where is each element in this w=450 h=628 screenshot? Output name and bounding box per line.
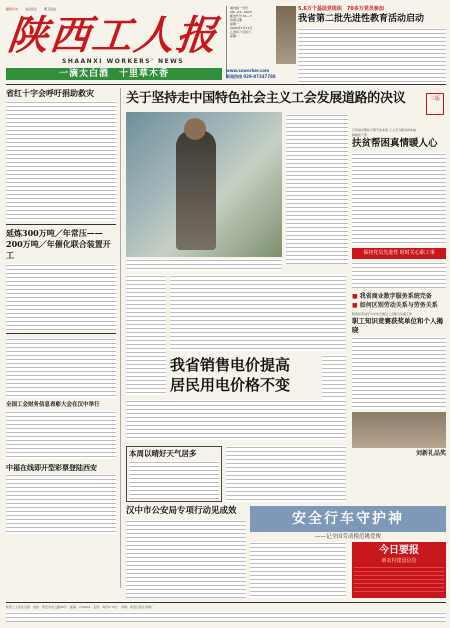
footer-lines bbox=[6, 612, 446, 622]
left-column-divider bbox=[120, 88, 121, 588]
right-mid-promo: 保持党员先进性 时时关心职工事 bbox=[352, 248, 446, 259]
info-line-6: 乙酉年六月初六 bbox=[230, 30, 252, 34]
right-mid-body-2 bbox=[352, 262, 446, 288]
right-top-story bbox=[298, 6, 446, 84]
right-lower-kicker: 陕西省劳动厅与中华全国总工会联合从事工作 bbox=[352, 312, 413, 316]
center-photo bbox=[126, 112, 282, 257]
info-line-0: 国内统一刊号 bbox=[230, 6, 249, 10]
right-mid-kicker: 只有结对帮扶干部不舍本领 工人无分配家庭本地 bbox=[352, 128, 416, 132]
left-body-5 bbox=[6, 474, 116, 534]
bottom-headline-b-banner bbox=[250, 506, 446, 532]
right-mid-list-1 bbox=[352, 292, 446, 301]
list-bullet-1: ■ bbox=[352, 293, 360, 300]
main-headline-tag-text: 三版 bbox=[429, 96, 440, 102]
center-big-headline bbox=[170, 355, 320, 395]
left-column bbox=[6, 88, 116, 534]
list-text-1: 我省商业数字服务系统完备 bbox=[359, 293, 432, 300]
masthead-logo bbox=[5, 12, 223, 59]
ad-sub: 新农村建设信息 bbox=[381, 558, 417, 564]
weather-body bbox=[129, 461, 219, 499]
left-headline-4: 中福在线即开型彩票登陆西安 bbox=[6, 463, 97, 472]
center-big-headline-2: 居民用电价格不变 bbox=[170, 376, 291, 394]
left-rule-1 bbox=[6, 224, 116, 225]
main-headline: 关于坚持走中国特色社会主义工会发展道路的决议 bbox=[126, 91, 406, 106]
bottom-headline-a: 汉中市公安局专项行动见成效 bbox=[126, 506, 237, 516]
bottom-body-b bbox=[250, 542, 346, 598]
ad-box bbox=[352, 542, 446, 598]
slogan-a: 翻阅历史 bbox=[6, 7, 19, 11]
left-headline-1: 省红十字会呼吁捐助救灾 bbox=[6, 88, 94, 98]
photo-face bbox=[184, 118, 206, 140]
masthead-rule bbox=[6, 84, 446, 85]
right-lower-body bbox=[352, 337, 446, 409]
photo-caption bbox=[126, 259, 282, 271]
right-lower-photo bbox=[352, 412, 446, 448]
left-body-3 bbox=[6, 338, 116, 398]
center-right-body bbox=[286, 114, 348, 264]
center-bottom-body bbox=[226, 446, 346, 502]
website-link[interactable]: www.sxworker.com bbox=[226, 68, 270, 73]
info-line-5: 2005年7月11日 bbox=[230, 26, 253, 30]
bottom-headline-b: 安全行车守护神 bbox=[292, 511, 404, 527]
right-top-kicker: 5.6万个基层党组织 70多万党员参加 bbox=[298, 6, 384, 12]
center-mid-body bbox=[170, 275, 346, 351]
left-body-1 bbox=[6, 101, 116, 221]
info-line-7: 星期一 bbox=[230, 34, 240, 38]
list-text-2: 如何区别劳动关系与劳务关系 bbox=[359, 302, 438, 309]
center-left-body bbox=[126, 275, 166, 395]
left-body-2 bbox=[6, 264, 116, 330]
slogan-c: 理卫权益 bbox=[43, 7, 56, 11]
footer-text: 陕西工人报社出版 地址：西安市东五路26号 邮编：710004 定价：每份0.70元 印刷：陕西日报社印刷厂 bbox=[6, 605, 154, 609]
bottom-body-a bbox=[126, 520, 246, 598]
right-top-body bbox=[298, 28, 446, 84]
left-headline-3: 全国工会财务信息表彰大会在汉中举行 bbox=[6, 402, 100, 408]
photo-figure bbox=[176, 130, 216, 250]
center-lower-body bbox=[126, 400, 346, 440]
right-mid-headline: 扶贫帮困真情暖人心 bbox=[352, 138, 438, 149]
left-body-4 bbox=[6, 411, 116, 459]
top-left-slogans bbox=[6, 7, 166, 11]
right-mid-section bbox=[352, 128, 446, 310]
right-mid-sub: 韩城老干部 bbox=[352, 133, 368, 137]
masthead-photo bbox=[276, 6, 296, 64]
logo-title: 陕西工人报 bbox=[5, 12, 221, 59]
right-lower-headline: 职工知识竞赛获奖单位和个人揭晓 bbox=[352, 317, 443, 334]
right-mid-body bbox=[352, 153, 446, 245]
weather-title: 本周以晴好天气居多 bbox=[129, 449, 197, 458]
left-headline-2a: 延炼300万吨／年常压—— bbox=[6, 228, 103, 238]
left-rule-2 bbox=[6, 333, 116, 334]
logo-caption: SHAANXI WORKERS' NEWS bbox=[62, 58, 185, 65]
info-line-4: 星期一 bbox=[230, 22, 240, 26]
info-line-3: 每周五期 bbox=[230, 18, 243, 22]
left-headline-2b: 200万吨／年催化联合装置开工 bbox=[6, 239, 111, 260]
bottom-sub-b: ——记全国劳动模范姚爱俊 bbox=[314, 534, 381, 540]
footer-rule bbox=[6, 602, 446, 603]
main-headline-tag bbox=[426, 93, 444, 115]
ad-body bbox=[354, 567, 444, 595]
right-mid-list-2 bbox=[352, 301, 446, 310]
slogan-b: 关注民生 bbox=[24, 7, 37, 11]
right-lower-byline: 刘新礼品奖 bbox=[415, 450, 446, 457]
hotline-text: 新闻热线 029-87337788 bbox=[226, 74, 276, 79]
center-big-headline-1: 我省销售电价提高 bbox=[170, 356, 291, 374]
info-line-2: 邮发代号 51—7 bbox=[230, 14, 252, 18]
ad-title: 今日要报 bbox=[379, 545, 419, 556]
slogan-banner: 一滴太白酒 十里草木香 bbox=[6, 68, 222, 80]
info-line-1: CN—61—0015 bbox=[230, 10, 252, 14]
right-lower-section bbox=[352, 312, 446, 458]
weather-box bbox=[126, 446, 222, 502]
right-top-headline: 我省第二批先进性教育活动启动 bbox=[298, 14, 425, 24]
list-bullet-2: ■ bbox=[352, 302, 360, 309]
